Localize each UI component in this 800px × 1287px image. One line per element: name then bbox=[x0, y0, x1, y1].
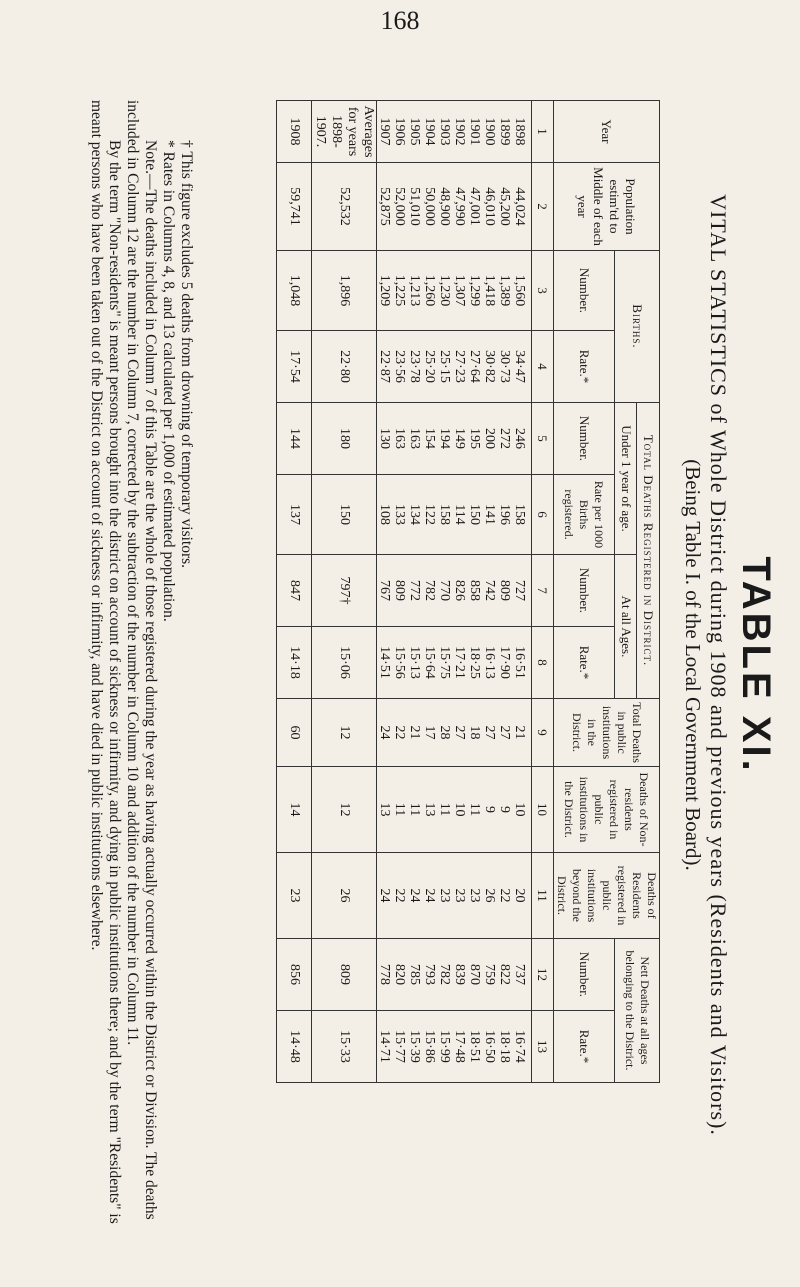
header-births-number: Number. bbox=[554, 251, 615, 331]
cell-value: 22 bbox=[497, 888, 512, 903]
cell-value: 21 bbox=[512, 725, 527, 740]
page-number: 168 bbox=[380, 6, 420, 35]
averages-nett-rate: 15·33 bbox=[312, 1011, 377, 1083]
resident-deaths-cell bbox=[377, 853, 532, 939]
cell-value: 1905 bbox=[407, 117, 422, 146]
cell-value: 759 bbox=[482, 964, 497, 985]
cell-value: 44,024 bbox=[512, 187, 527, 226]
rotated-table-page bbox=[50, 100, 780, 1230]
cell-value: 727 bbox=[512, 580, 527, 601]
cell-value: 1,260 bbox=[422, 274, 437, 307]
cell-value: 10 bbox=[512, 802, 527, 817]
cell-value: 122 bbox=[422, 504, 437, 525]
cell-value: 46,010 bbox=[482, 187, 497, 226]
under-one-number-cell bbox=[377, 403, 532, 475]
cell-value: 16·50 bbox=[482, 1030, 497, 1063]
cell-value: 870 bbox=[467, 964, 482, 985]
all-ages-number-cell bbox=[377, 555, 532, 627]
nett-number-cell bbox=[377, 939, 532, 1011]
cell-value: 16·13 bbox=[482, 646, 497, 679]
cell-value: 149 bbox=[452, 428, 467, 449]
cell-value: 25·15 bbox=[437, 350, 452, 383]
cell-value: 1,307 bbox=[452, 274, 467, 307]
cell-value: 246 bbox=[512, 428, 527, 449]
cell-value: 782 bbox=[437, 964, 452, 985]
footnote-note: Note.—The deaths included in Column 7 of this Table are the whole of those registered during the year as having actually occurred within the District or Division. The deaths included in Column 12 are the number in Column 7, corrected by the subtraction of the number in Column 10 and addition of the number in Column 11. bbox=[124, 100, 159, 1220]
cell-value: 15·86 bbox=[422, 1030, 437, 1063]
cell-value: 22·87 bbox=[377, 350, 392, 383]
cell-value: 9 bbox=[497, 806, 512, 813]
year-1908-nonresident-deaths: 14 bbox=[277, 767, 312, 853]
cell-value: 14·51 bbox=[377, 646, 392, 679]
header-all-ages-number: Number. bbox=[554, 555, 615, 627]
cell-value: 782 bbox=[422, 580, 437, 601]
cell-value: 809 bbox=[392, 580, 407, 601]
cell-value: 17·90 bbox=[497, 646, 512, 679]
cell-value: 11 bbox=[467, 802, 482, 817]
cell-value: 1899 bbox=[497, 117, 512, 146]
cell-value: 14·71 bbox=[377, 1030, 392, 1063]
table-subtitle-2: (Being Table I. of the Local Government Board). bbox=[681, 459, 705, 871]
cell-value: 15·56 bbox=[392, 646, 407, 679]
cell-value: 23·56 bbox=[392, 350, 407, 383]
column-number: 5 bbox=[532, 403, 554, 475]
cell-value: 11 bbox=[407, 802, 422, 817]
cell-value: 158 bbox=[437, 504, 452, 525]
cell-value: 26 bbox=[482, 888, 497, 903]
averages-nett-number: 809 bbox=[312, 939, 377, 1011]
cell-value: 154 bbox=[422, 428, 437, 449]
cell-value: 163 bbox=[407, 428, 422, 449]
averages-under-one-rate: 150 bbox=[312, 475, 377, 555]
column-number: 1 bbox=[532, 101, 554, 163]
cell-value: 27 bbox=[482, 725, 497, 740]
cell-value: 24 bbox=[407, 888, 422, 903]
cell-value: 742 bbox=[482, 580, 497, 601]
cell-value: 820 bbox=[392, 964, 407, 985]
cell-value: 1904 bbox=[422, 117, 437, 146]
cell-value: 195 bbox=[467, 428, 482, 449]
cell-value: 822 bbox=[497, 964, 512, 985]
header-under-one-number: Number. bbox=[554, 403, 615, 475]
footnote-dagger: † This figure excludes 5 deaths from drowning of temporary visitors. bbox=[178, 140, 195, 569]
nett-rate-cell bbox=[377, 1011, 532, 1083]
cell-value: 858 bbox=[467, 580, 482, 601]
averages-resident-deaths: 26 bbox=[312, 853, 377, 939]
year-1908-resident-deaths: 23 bbox=[277, 853, 312, 939]
cell-value: 15·64 bbox=[422, 646, 437, 679]
header-nett-rate: Rate.* bbox=[554, 1011, 615, 1083]
cell-value: 15·13 bbox=[407, 646, 422, 679]
cell-value: 134 bbox=[407, 504, 422, 525]
population-cell bbox=[377, 163, 532, 251]
cell-value: 778 bbox=[377, 964, 392, 985]
cell-value: 133 bbox=[392, 504, 407, 525]
cell-value: 772 bbox=[407, 580, 422, 601]
averages-all-ages-number: 797† bbox=[312, 555, 377, 627]
header-resident-deaths: Deaths of Residents registered in public institutions beyond the District. bbox=[554, 853, 660, 939]
cell-value: 50,000 bbox=[422, 187, 437, 226]
cell-value: 1,230 bbox=[437, 274, 452, 307]
cell-value: 48,900 bbox=[437, 187, 452, 226]
averages-population: 52,532 bbox=[312, 163, 377, 251]
cell-value: 17·21 bbox=[452, 646, 467, 679]
cell-value: 24 bbox=[377, 725, 392, 740]
year-1908-nett-number: 856 bbox=[277, 939, 312, 1011]
column-number: 2 bbox=[532, 163, 554, 251]
cell-value: 141 bbox=[482, 504, 497, 525]
cell-value: 770 bbox=[437, 580, 452, 601]
cell-value: 1,389 bbox=[497, 274, 512, 307]
table-subtitle: VITAL STATISTICS of Whole District during 1908 and previous years (Residents and Visitors). bbox=[706, 194, 731, 1136]
year-1908-births-number: 1,048 bbox=[277, 251, 312, 331]
cell-value: 47,001 bbox=[467, 187, 482, 226]
cell-value: 23 bbox=[452, 888, 467, 903]
averages-label: Averages for years 1898-1907. bbox=[312, 101, 377, 163]
cell-value: 15·99 bbox=[437, 1030, 452, 1063]
header-nonresident-deaths: Deaths of Non-residents registered in public institutions in the District. bbox=[554, 767, 660, 853]
title-block bbox=[680, 100, 780, 1230]
cell-value: 22 bbox=[392, 888, 407, 903]
cell-value: 1898 bbox=[512, 117, 527, 146]
year-1908-public-institutions: 60 bbox=[277, 699, 312, 767]
column-number: 12 bbox=[532, 939, 554, 1011]
cell-value: 15·77 bbox=[392, 1030, 407, 1063]
year-cell bbox=[377, 101, 532, 163]
year-1908-all-ages-number: 847 bbox=[277, 555, 312, 627]
cell-value: 22 bbox=[392, 725, 407, 740]
cell-value: 9 bbox=[482, 806, 497, 813]
averages-under-one-number: 180 bbox=[312, 403, 377, 475]
cell-value: 27·23 bbox=[452, 350, 467, 383]
column-number: 7 bbox=[532, 555, 554, 627]
cell-value: 24 bbox=[377, 888, 392, 903]
cell-value: 10 bbox=[452, 802, 467, 817]
cell-value: 1903 bbox=[437, 117, 452, 146]
year-1908-all-ages-rate: 14·18 bbox=[277, 627, 312, 699]
header-under-one: Under 1 year of age. bbox=[614, 403, 637, 555]
cell-value: 1900 bbox=[482, 117, 497, 146]
header-nett-number: Number. bbox=[554, 939, 615, 1011]
header-public-institutions: Total Deaths in public institutions in the District. bbox=[554, 699, 660, 767]
cell-value: 30·82 bbox=[482, 350, 497, 383]
year-1908-nett-rate: 14·48 bbox=[277, 1011, 312, 1083]
cell-value: 163 bbox=[392, 428, 407, 449]
header-under-one-rate: Rate per 1000 Births registered. bbox=[554, 475, 615, 555]
cell-value: 18·51 bbox=[467, 1030, 482, 1063]
cell-value: 1906 bbox=[392, 117, 407, 146]
column-number: 9 bbox=[532, 699, 554, 767]
cell-value: 1,299 bbox=[467, 274, 482, 307]
header-total-deaths: Total Deaths Registered in District. bbox=[637, 403, 660, 699]
cell-value: 13 bbox=[377, 802, 392, 817]
footnote-definitions: By the term "Non-residents" is meant persons brought into the district on account of sickness or infirmity, and dying in public institutions there; and by the term "Residents" is meant persons who have been taken out of the District on account of sickness or infirmity, and have died in public institutions elsewhere. bbox=[88, 100, 123, 1224]
cell-value: 11 bbox=[437, 802, 452, 817]
year-1908-under-one-rate: 137 bbox=[277, 475, 312, 555]
header-births: Births. bbox=[614, 251, 659, 403]
table-row-years bbox=[377, 101, 532, 1083]
cell-value: 15·39 bbox=[407, 1030, 422, 1063]
column-number: 11 bbox=[532, 853, 554, 939]
cell-value: 839 bbox=[452, 964, 467, 985]
header-population: Population estim'td to Middle of each year bbox=[554, 163, 660, 251]
averages-births-number: 1,896 bbox=[312, 251, 377, 331]
cell-value: 809 bbox=[497, 580, 512, 601]
cell-value: 27 bbox=[452, 725, 467, 740]
cell-value: 51,010 bbox=[407, 187, 422, 226]
averages-public-institutions: 12 bbox=[312, 699, 377, 767]
cell-value: 1,560 bbox=[512, 274, 527, 307]
cell-value: 34·47 bbox=[512, 350, 527, 383]
all-ages-rate-cell bbox=[377, 627, 532, 699]
births-number-cell bbox=[377, 251, 532, 331]
year-1908-under-one-number: 144 bbox=[277, 403, 312, 475]
cell-value: 30·73 bbox=[497, 350, 512, 383]
cell-value: 20 bbox=[512, 888, 527, 903]
nonresident-deaths-cell bbox=[377, 767, 532, 853]
cell-value: 13 bbox=[422, 802, 437, 817]
footnote-star: * Rates in Columns 4, 8, and 13 calculated per 1,000 of estimated population. bbox=[160, 140, 177, 622]
header-births-rate: Rate.* bbox=[554, 331, 615, 403]
cell-value: 17·48 bbox=[452, 1030, 467, 1063]
cell-value: 47,990 bbox=[452, 187, 467, 226]
cell-value: 737 bbox=[512, 964, 527, 985]
header-nett-deaths: Nett Deaths at all ages belonging to the District. bbox=[614, 939, 659, 1083]
cell-value: 194 bbox=[437, 428, 452, 449]
year-1908-births-rate: 17·54 bbox=[277, 331, 312, 403]
cell-value: 25·20 bbox=[422, 350, 437, 383]
cell-value: 1901 bbox=[467, 117, 482, 146]
cell-value: 114 bbox=[452, 504, 467, 525]
cell-value: 52,875 bbox=[377, 187, 392, 226]
header-year: Year bbox=[554, 101, 660, 163]
cell-value: 1,213 bbox=[407, 274, 422, 307]
cell-value: 27·64 bbox=[467, 350, 482, 383]
cell-value: 23 bbox=[467, 888, 482, 903]
cell-value: 15·75 bbox=[437, 646, 452, 679]
cell-value: 1,225 bbox=[392, 274, 407, 307]
cell-value: 52,000 bbox=[392, 187, 407, 226]
cell-value: 1902 bbox=[452, 117, 467, 146]
cell-value: 18·18 bbox=[497, 1030, 512, 1063]
column-number: 10 bbox=[532, 767, 554, 853]
cell-value: 785 bbox=[407, 964, 422, 985]
cell-value: 200 bbox=[482, 428, 497, 449]
column-number: 6 bbox=[532, 475, 554, 555]
cell-value: 24 bbox=[422, 888, 437, 903]
cell-value: 130 bbox=[377, 428, 392, 449]
cell-value: 767 bbox=[377, 580, 392, 601]
column-number: 3 bbox=[532, 251, 554, 331]
cell-value: 11 bbox=[392, 802, 407, 817]
cell-value: 23 bbox=[437, 888, 452, 903]
public-institutions-cell bbox=[377, 699, 532, 767]
cell-value: 1,209 bbox=[377, 274, 392, 307]
cell-value: 18 bbox=[467, 725, 482, 740]
births-rate-cell bbox=[377, 331, 532, 403]
cell-value: 1,418 bbox=[482, 274, 497, 307]
footnotes bbox=[87, 100, 195, 1230]
cell-value: 23·78 bbox=[407, 350, 422, 383]
vital-statistics-table bbox=[276, 100, 660, 1083]
column-number: 4 bbox=[532, 331, 554, 403]
cell-value: 21 bbox=[407, 725, 422, 740]
cell-value: 196 bbox=[497, 504, 512, 525]
table-title: TABLE XI. bbox=[734, 556, 778, 774]
averages-nonresident-deaths: 12 bbox=[312, 767, 377, 853]
cell-value: 793 bbox=[422, 964, 437, 985]
year-1908-population: 59,741 bbox=[277, 163, 312, 251]
cell-value: 45,200 bbox=[497, 187, 512, 226]
cell-value: 272 bbox=[497, 428, 512, 449]
averages-births-rate: 22·80 bbox=[312, 331, 377, 403]
column-number: 13 bbox=[532, 1011, 554, 1083]
column-number: 8 bbox=[532, 627, 554, 699]
cell-value: 150 bbox=[467, 504, 482, 525]
cell-value: 28 bbox=[437, 725, 452, 740]
cell-value: 16·51 bbox=[512, 646, 527, 679]
cell-value: 16·74 bbox=[512, 1030, 527, 1063]
table-row-1908 bbox=[277, 101, 312, 1083]
cell-value: 108 bbox=[377, 504, 392, 525]
cell-value: 27 bbox=[497, 725, 512, 740]
cell-value: 826 bbox=[452, 580, 467, 601]
cell-value: 158 bbox=[512, 504, 527, 525]
header-all-ages: At all Ages. bbox=[614, 555, 637, 699]
averages-all-ages-rate: 15·06 bbox=[312, 627, 377, 699]
cell-value: 17 bbox=[422, 725, 437, 740]
header-all-ages-rate: Rate.* bbox=[554, 627, 615, 699]
cell-value: 1907 bbox=[377, 117, 392, 146]
year-1908-label: 1908 bbox=[277, 101, 312, 163]
cell-value: 18·25 bbox=[467, 646, 482, 679]
table-row-averages bbox=[312, 101, 377, 1083]
under-one-rate-cell bbox=[377, 475, 532, 555]
